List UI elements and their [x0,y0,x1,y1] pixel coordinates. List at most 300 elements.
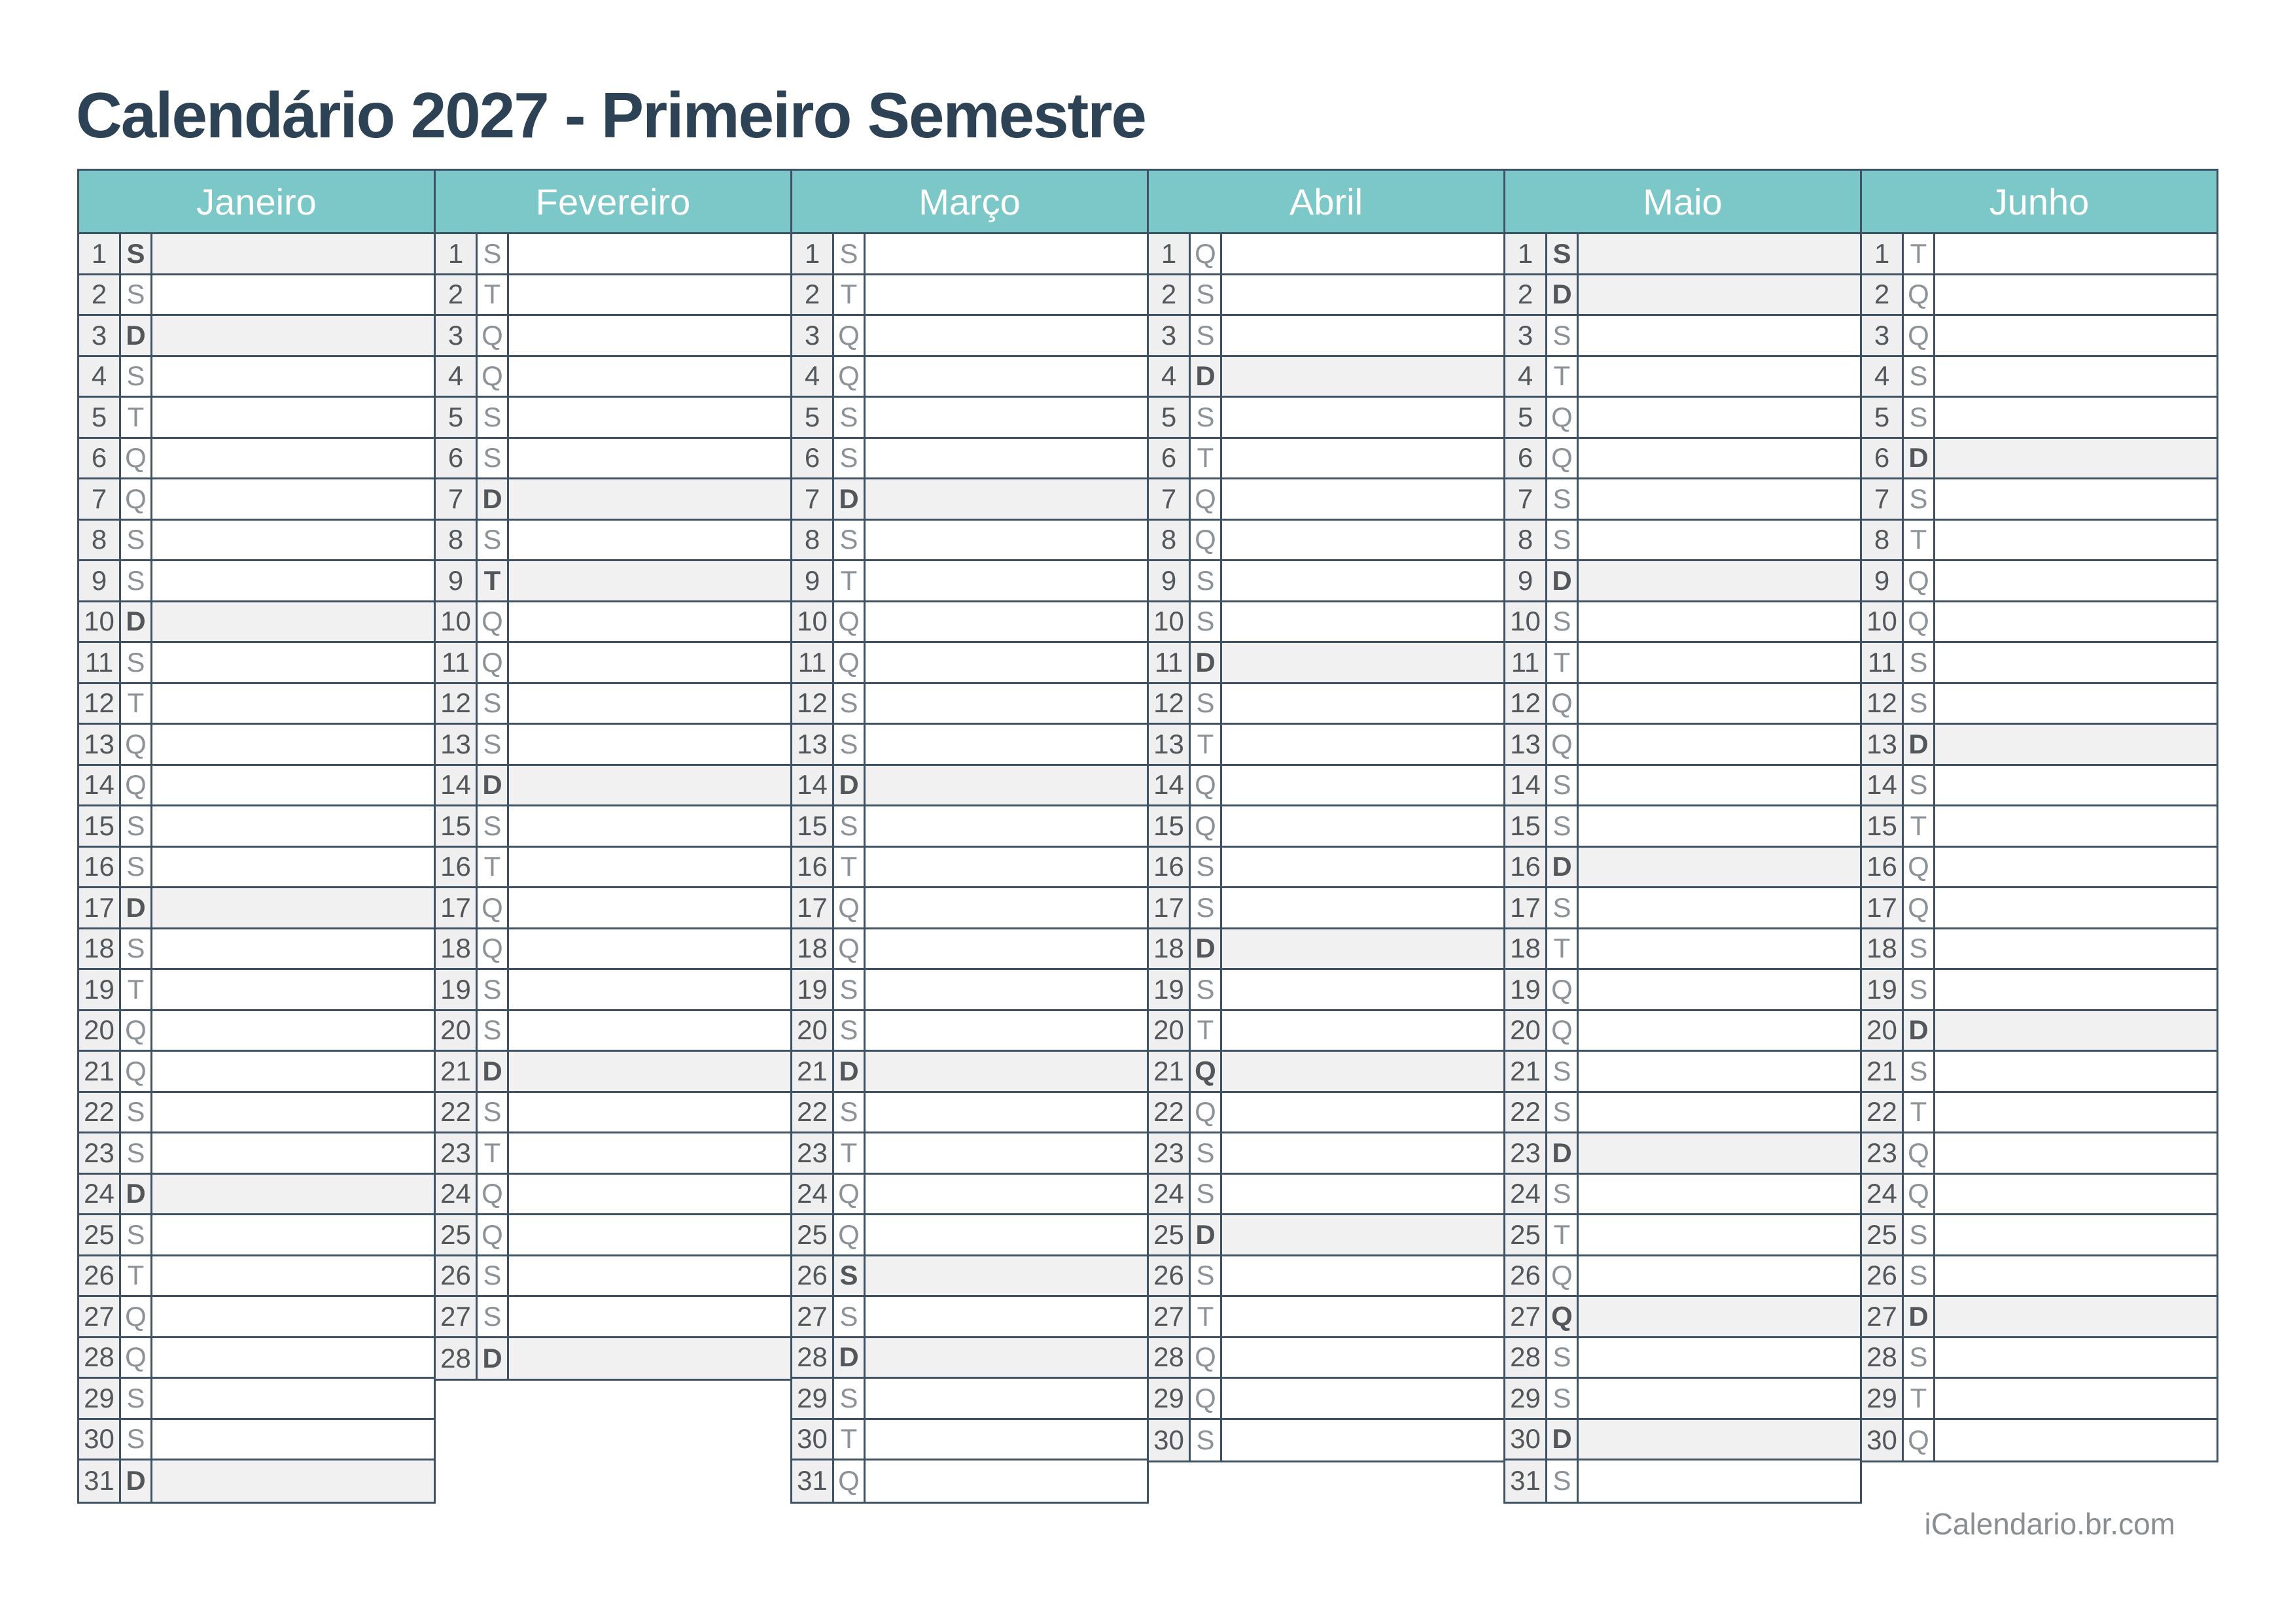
note-cell [1579,561,1860,600]
note-cell [866,888,1147,927]
day-number: 29 [1862,1379,1904,1418]
weekday-letter: S [478,398,509,437]
weekday-letter: T [1191,1011,1222,1050]
day-number: 28 [436,1338,478,1379]
note-cell [152,1297,434,1336]
note-cell [509,561,790,600]
day-row [792,1093,1147,1134]
day-row [792,521,1147,562]
day-row [1149,848,1503,889]
day-number: 30 [792,1420,834,1459]
day-number: 18 [1505,929,1547,969]
day-row [436,1093,790,1134]
note-cell [1222,316,1503,355]
weekday-letter: Q [1191,1052,1222,1091]
day-number: 9 [792,561,834,600]
day-number: 14 [1505,766,1547,805]
note-cell [1935,1379,2216,1418]
weekday-letter: S [1547,316,1579,355]
weekday-letter: D [478,766,509,805]
day-number: 7 [792,479,834,519]
day-number: 12 [79,684,121,723]
month-column-abril [1147,169,1505,1462]
day-row [1505,929,1860,971]
day-number: 16 [436,848,478,887]
day-number: 11 [79,643,121,682]
weekday-letter: S [478,1011,509,1050]
note-cell [1935,848,2216,887]
day-number: 13 [79,725,121,764]
note-cell [1935,275,2216,315]
day-row [79,1379,434,1420]
weekday-letter: Q [478,1215,509,1254]
weekday-letter: Q [834,602,866,642]
day-number: 16 [79,848,121,887]
day-number: 21 [1149,1052,1191,1091]
weekday-letter: S [1191,561,1222,600]
note-cell [866,970,1147,1009]
weekday-letter: S [121,561,152,600]
note-cell [1579,1052,1860,1091]
day-number: 22 [436,1093,478,1132]
weekday-letter: T [834,1133,866,1173]
day-row [79,234,434,275]
weekday-letter: S [834,1093,866,1132]
weekday-letter: S [121,806,152,846]
weekday-letter: Q [1191,1338,1222,1377]
note-cell [509,725,790,764]
day-number: 5 [79,398,121,437]
note-cell [1935,521,2216,560]
day-row [792,1175,1147,1216]
weekday-letter: T [834,561,866,600]
day-row [1149,1133,1503,1175]
day-number: 19 [1149,970,1191,1009]
day-row [1505,684,1860,725]
day-number: 21 [1505,1052,1547,1091]
note-cell [1222,1011,1503,1050]
day-number: 10 [436,602,478,642]
note-cell [1222,357,1503,396]
weekday-letter: Q [834,1175,866,1214]
weekday-letter: S [1547,1379,1579,1418]
note-cell [509,684,790,723]
weekday-letter: S [1904,1052,1935,1091]
note-cell [866,1460,1147,1502]
note-cell [152,561,434,600]
weekday-letter: D [1191,643,1222,682]
note-cell [1222,602,1503,642]
day-row [1149,929,1503,971]
month-column-março [790,169,1149,1504]
day-row [1149,1093,1503,1134]
weekday-letter: S [1547,1052,1579,1091]
day-number: 30 [1149,1420,1191,1461]
day-number: 2 [792,275,834,315]
weekday-letter: S [834,725,866,764]
note-cell [509,398,790,437]
note-cell [1222,1052,1503,1091]
day-row [792,848,1147,889]
weekday-letter: S [1547,479,1579,519]
day-row [1862,848,2216,889]
weekday-letter: Q [121,725,152,764]
day-row [1505,1093,1860,1134]
weekday-letter: S [1904,1215,1935,1254]
day-row [1505,275,1860,317]
day-number: 29 [1505,1379,1547,1418]
note-cell [1579,234,1860,273]
day-number: 22 [1149,1093,1191,1132]
day-number: 17 [1505,888,1547,927]
weekday-letter: S [1904,929,1935,969]
note-cell [1579,398,1860,437]
day-row [792,602,1147,644]
weekday-letter: S [834,439,866,478]
weekday-letter: Q [1191,766,1222,805]
day-number: 20 [79,1011,121,1050]
day-number: 14 [1862,766,1904,805]
day-row [436,398,790,439]
day-row [79,888,434,929]
weekday-letter: Q [478,602,509,642]
day-number: 31 [792,1460,834,1502]
weekday-letter: T [1191,1297,1222,1336]
weekday-letter: S [834,1297,866,1336]
note-cell [1935,766,2216,805]
day-number: 31 [1505,1460,1547,1502]
weekday-letter: Q [1191,479,1222,519]
day-number: 19 [792,970,834,1009]
day-row [792,1256,1147,1298]
weekday-letter: S [1191,970,1222,1009]
day-number: 29 [79,1379,121,1418]
note-cell [152,1175,434,1214]
day-row [1149,316,1503,357]
day-row [792,234,1147,275]
weekday-letter: S [834,521,866,560]
day-number: 25 [1505,1215,1547,1254]
day-number: 15 [792,806,834,846]
note-cell [509,766,790,805]
weekday-letter: D [834,479,866,519]
note-cell [152,398,434,437]
note-cell [1935,929,2216,969]
weekday-letter: T [1191,439,1222,478]
weekday-letter: Q [1904,561,1935,600]
day-row [792,1297,1147,1338]
day-number: 18 [1149,929,1191,969]
day-row [436,1338,790,1379]
note-cell [1579,970,1860,1009]
day-number: 18 [436,929,478,969]
day-number: 22 [1505,1093,1547,1132]
calendar-grid [77,169,2218,1506]
note-cell [509,1215,790,1254]
note-cell [1579,479,1860,519]
note-cell [1935,1052,2216,1091]
day-number: 16 [792,848,834,887]
note-cell [509,1256,790,1296]
weekday-letter: S [834,806,866,846]
day-number: 25 [792,1215,834,1254]
note-cell [1935,1420,2216,1461]
weekday-letter: S [478,1093,509,1132]
day-number: 23 [79,1133,121,1173]
day-row [792,725,1147,766]
weekday-letter: T [478,561,509,600]
weekday-letter: D [1547,275,1579,315]
weekday-letter: S [1191,275,1222,315]
month-column-junho [1860,169,2218,1462]
weekday-letter: T [834,1420,866,1459]
day-number: 17 [1149,888,1191,927]
day-number: 23 [1862,1133,1904,1173]
weekday-letter: D [121,1460,152,1502]
day-number: 1 [1149,234,1191,273]
note-cell [1579,684,1860,723]
watermark: iCalendario.br.com [1924,1507,2175,1541]
weekday-letter: S [478,1297,509,1336]
weekday-letter: D [478,1052,509,1091]
day-number: 17 [79,888,121,927]
day-row [1149,602,1503,644]
weekday-letter: D [1191,357,1222,396]
day-row [436,1052,790,1093]
note-cell [1935,888,2216,927]
day-row [1505,970,1860,1011]
weekday-letter: Q [1547,398,1579,437]
day-number: 26 [1149,1256,1191,1296]
day-row [1505,479,1860,521]
weekday-letter: S [121,1420,152,1459]
day-row [1862,234,2216,275]
day-number: 4 [1149,357,1191,396]
weekday-letter: Q [834,929,866,969]
day-number: 15 [436,806,478,846]
month-column-fevereiro [434,169,792,1381]
note-cell [866,1256,1147,1296]
note-cell [866,1215,1147,1254]
day-number: 20 [1505,1011,1547,1050]
day-row [1149,479,1503,521]
day-row [436,316,790,357]
day-number: 11 [1505,643,1547,682]
note-cell [1222,398,1503,437]
weekday-letter: S [1547,1460,1579,1502]
day-row [1505,1420,1860,1461]
note-cell [509,316,790,355]
day-number: 14 [79,766,121,805]
note-cell [1935,602,2216,642]
day-number: 9 [1505,561,1547,600]
day-number: 17 [1862,888,1904,927]
note-cell [1222,725,1503,764]
day-number: 24 [792,1175,834,1214]
note-cell [509,806,790,846]
day-number: 4 [1862,357,1904,396]
weekday-letter: Q [121,479,152,519]
day-number: 6 [1862,439,1904,478]
weekday-letter: Q [1191,521,1222,560]
day-row [1505,357,1860,398]
day-number: 6 [436,439,478,478]
note-cell [1222,1338,1503,1377]
day-number: 16 [1505,848,1547,887]
note-cell [1222,479,1503,519]
note-cell [509,929,790,969]
weekday-letter: S [1547,1093,1579,1132]
day-number: 23 [1149,1133,1191,1173]
note-cell [866,1133,1147,1173]
day-number: 1 [792,234,834,273]
day-row [1505,1379,1860,1420]
day-row [436,479,790,521]
weekday-letter: S [121,1133,152,1173]
day-row [79,602,434,644]
note-cell [152,806,434,846]
weekday-letter: S [478,521,509,560]
note-cell [1222,561,1503,600]
day-row [1862,316,2216,357]
day-row [436,234,790,275]
day-row [1505,602,1860,644]
note-cell [152,970,434,1009]
note-cell [152,1011,434,1050]
day-number: 8 [436,521,478,560]
day-number: 24 [1862,1175,1904,1214]
day-row [1505,1460,1860,1502]
weekday-letter: Q [1191,1379,1222,1418]
note-cell [1579,888,1860,927]
day-number: 22 [1862,1093,1904,1132]
day-number: 23 [436,1133,478,1173]
weekday-letter: S [1191,1256,1222,1296]
note-cell [509,1011,790,1050]
weekday-letter: T [1191,725,1222,764]
day-number: 2 [1149,275,1191,315]
month-column-janeiro [77,169,436,1504]
weekday-letter: S [478,970,509,1009]
day-row [1862,1338,2216,1379]
note-cell [152,643,434,682]
note-cell [1579,1175,1860,1214]
day-row [1505,806,1860,848]
note-cell [1935,561,2216,600]
day-number: 18 [1862,929,1904,969]
note-cell [866,1420,1147,1459]
day-row [79,1215,434,1256]
day-number: 14 [792,766,834,805]
weekday-letter: S [1904,1338,1935,1377]
day-row [792,1133,1147,1175]
day-row [79,439,434,480]
weekday-letter: Q [834,316,866,355]
weekday-letter: Q [478,316,509,355]
note-cell [1935,398,2216,437]
day-row [1505,1175,1860,1216]
page-title: Calendário 2027 - Primeiro Semestre [76,79,1146,151]
note-cell [1935,439,2216,478]
note-cell [152,929,434,969]
note-cell [1935,643,2216,682]
weekday-letter: S [1547,766,1579,805]
day-number: 10 [1149,602,1191,642]
month-header: Abril [1149,171,1503,234]
day-row [1149,1379,1503,1420]
note-cell [1579,725,1860,764]
day-number: 13 [792,725,834,764]
weekday-letter: D [478,479,509,519]
note-cell [1579,357,1860,396]
day-row [436,848,790,889]
day-number: 16 [1149,848,1191,887]
day-row [79,561,434,602]
day-number: 14 [1149,766,1191,805]
day-number: 5 [792,398,834,437]
day-row [1149,888,1503,929]
note-cell [1222,684,1503,723]
note-cell [1222,1420,1503,1461]
weekday-letter: T [1547,643,1579,682]
day-number: 27 [1505,1297,1547,1336]
weekday-letter: S [834,234,866,273]
weekday-letter: Q [478,929,509,969]
weekday-letter: Q [1547,1256,1579,1296]
day-number: 26 [436,1256,478,1296]
day-row [1862,1379,2216,1420]
weekday-letter: Q [478,1175,509,1214]
weekday-letter: S [834,1256,866,1296]
day-row [79,398,434,439]
weekday-letter: S [478,725,509,764]
day-row [1149,275,1503,317]
day-row [792,1420,1147,1461]
day-row [1149,1338,1503,1379]
weekday-letter: T [121,1256,152,1296]
day-row [1862,929,2216,971]
day-number: 2 [1862,275,1904,315]
day-number: 29 [1149,1379,1191,1418]
day-number: 26 [792,1256,834,1296]
weekday-letter: Q [834,1215,866,1254]
weekday-letter: D [478,1338,509,1379]
weekday-letter: T [478,275,509,315]
day-row [79,1052,434,1093]
weekday-letter: Q [1904,602,1935,642]
day-row [79,643,434,684]
day-row [792,1460,1147,1502]
weekday-letter: Q [1191,806,1222,846]
day-row [1149,439,1503,480]
weekday-letter: Q [121,1297,152,1336]
note-cell [509,1093,790,1132]
note-cell [1935,684,2216,723]
note-cell [866,1297,1147,1336]
day-number: 11 [1149,643,1191,682]
day-number: 28 [79,1338,121,1377]
note-cell [1579,1256,1860,1296]
day-row [1862,1175,2216,1216]
day-number: 20 [792,1011,834,1050]
note-cell [866,643,1147,682]
note-cell [866,1093,1147,1132]
day-row [1505,439,1860,480]
weekday-letter: T [1547,357,1579,396]
day-number: 19 [436,970,478,1009]
note-cell [866,1338,1147,1377]
day-number: 12 [1149,684,1191,723]
